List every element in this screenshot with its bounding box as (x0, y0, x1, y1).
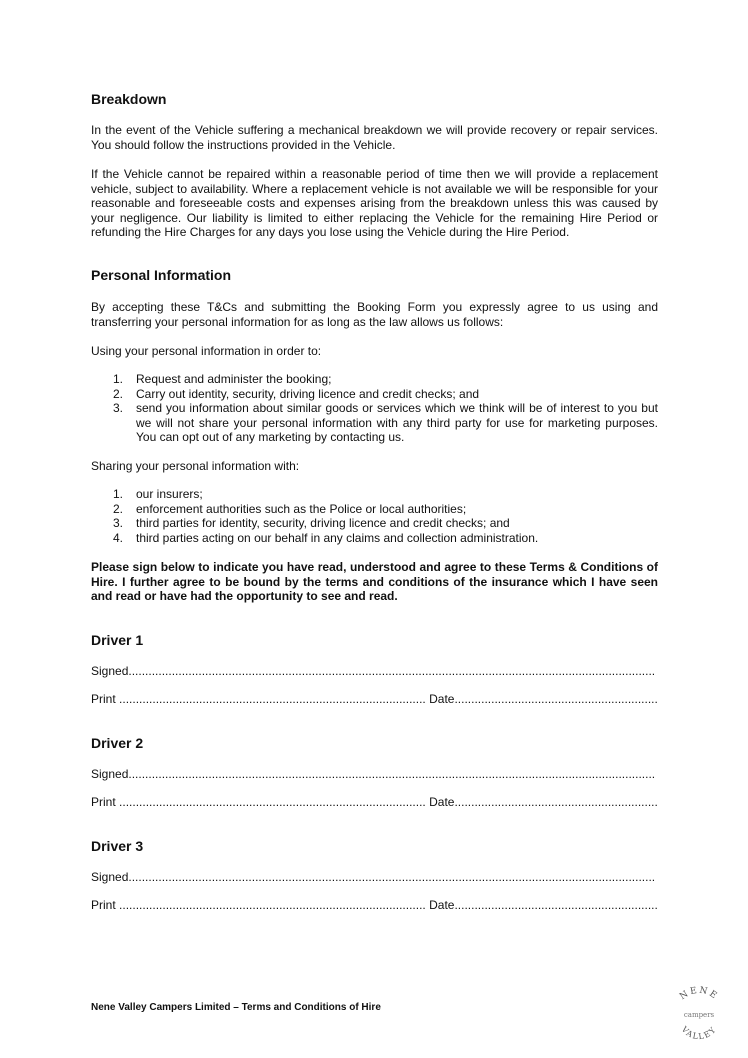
logo-top-text: NENE (678, 985, 720, 1003)
svg-text:VALLEY (679, 1024, 718, 1041)
using-list (91, 372, 658, 445)
breakdown-heading: Breakdown (91, 91, 167, 107)
breakdown-paragraph-2: If the Vehicle cannot be repaired within a reasonable period of time then we will provide a replacement vehicle, subject to availability. Where a replacement vehicle is not available we will be responsible for your reasonable and foreseeable costs and expenses arising from the breakdown unless this was caused by your negligence. Our liability is limited to either replacing the Vehicle for the remaining Hire Period or refunding the Hire Charges for any days you lose using the Vehicle during the Hire Period. (91, 167, 658, 239)
logo-middle-text: campers (683, 1011, 715, 1019)
driver-3-print-date-line[interactable]: Print ............................................................................................ Date............................................................. (91, 898, 658, 912)
list-item: 3. send you information about similar goods or services which we think will be of interest to you but we will not share your personal information with any third party for use for marketing purposes. You can opt out of any marketing by contacting us. (113, 401, 658, 444)
sharing-list (91, 487, 658, 545)
driver-2-signed-line[interactable]: Signed.............................................................................................................................................................. (91, 767, 656, 781)
logo-bottom-text: VALLEY (679, 1024, 719, 1042)
list-item: 1. our insurers; (113, 487, 203, 501)
breakdown-paragraph-1: In the event of the Vehicle suffering a mechanical breakdown we will provide recovery or repair services. You should follow the instructions provided in the Vehicle. (91, 123, 658, 152)
list-item: 2. Carry out identity, security, driving licence and credit checks; and (113, 386, 480, 401)
svg-text:NENE (678, 986, 720, 1003)
list-item: 4. third parties acting on our behalf in any claims and collection administration. (113, 530, 539, 545)
driver-3-heading: Driver 3 (91, 838, 144, 854)
list-item: 3. third parties for identity, security, driving licence and credit checks; and (113, 516, 510, 530)
driver-3-signed-line[interactable]: Signed.............................................................................................................................................................. (91, 870, 656, 884)
personal-intro-paragraph: By accepting these T&Cs and submitting the Booking Form you expressly agree to us using and transferring your personal information for as long as the law allows us follows: (91, 300, 658, 329)
sharing-label: Sharing your personal information with: (91, 459, 300, 473)
driver-1-signed-line[interactable]: Signed.............................................................................................................................................................. (91, 664, 656, 678)
driver-1-heading: Driver 1 (91, 632, 144, 648)
list-item: 2. enforcement authorities such as the Police or local authorities; (113, 501, 467, 516)
driver-2-heading: Driver 2 (91, 735, 144, 751)
list-item: 1. Request and administer the booking; (113, 372, 332, 386)
using-label: Using your personal information in order to: (91, 344, 322, 358)
driver-1-print-date-line[interactable]: Print ............................................................................................ Date............................................................. (91, 692, 658, 706)
page-footer: Nene Valley Campers Limited – Terms and Conditions of Hire (91, 1002, 381, 1013)
personal-information-heading: Personal Information (91, 267, 232, 283)
declaration-paragraph: Please sign below to indicate you have read, understood and agree to these Terms & Conditions of Hire. I further agree to be bound by the terms and conditions of the insurance which I have seen and read or have had the opportunity to see and read. (91, 560, 658, 603)
nene-valley-campers-logo (668, 982, 730, 1044)
driver-2-print-date-line[interactable]: Print ............................................................................................ Date............................................................. (91, 795, 658, 809)
